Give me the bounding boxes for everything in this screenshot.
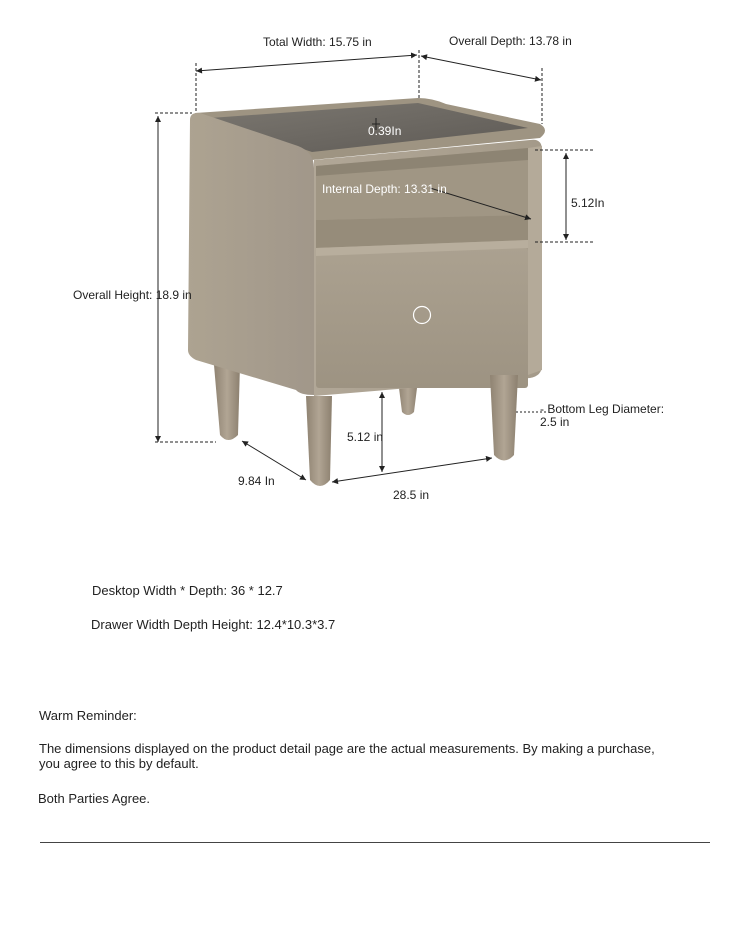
divider [40,842,710,843]
shelf-height-label: 5.12In [571,196,605,210]
overall-height-label: Overall Height: 18.9 in [73,288,192,302]
drawer-spec: Drawer Width Depth Height: 12.4*10.3*3.7 [91,617,336,632]
desktop-spec: Desktop Width * Depth: 36 * 12.7 [92,583,283,598]
glass-thickness-label: 0.39In [368,124,402,138]
drawer-number-badge [412,307,432,321]
leg-diameter-label: - Bottom Leg Diameter: [540,402,665,416]
internal-depth-label: Internal Depth: 13.31 in [322,182,447,196]
leg-span-depth-label: 9.84 In [238,474,275,488]
leg-height-label: 5.12 in [347,430,384,444]
leg-span-width-label: 28.5 in [393,488,430,502]
leg-diameter-value: 2.5 in [540,415,570,429]
reminder-body: The dimensions displayed on the product detail page are the actual measurements. By making a purchase, you agree to this by default. [39,741,655,771]
reminder-agreement: Both Parties Agree. [38,791,151,806]
reminder-title: Warm Reminder: [39,708,137,723]
overall-depth-label: Overall Depth: 13.78 in [449,34,572,48]
total-width-label: Total Width: 15.75 in [263,35,372,49]
cabinet-body [188,98,545,396]
